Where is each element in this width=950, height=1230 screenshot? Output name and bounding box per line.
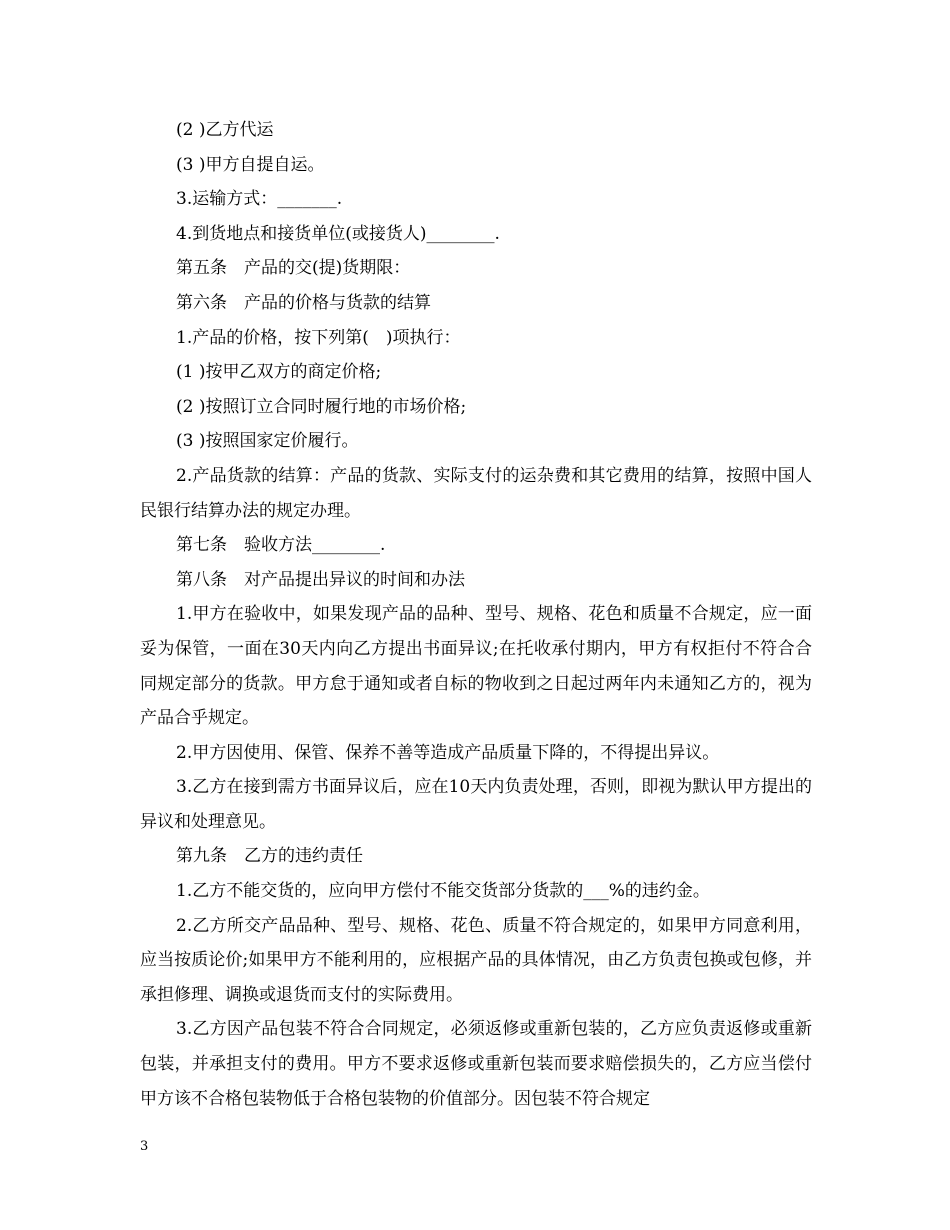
document-body (140, 113, 812, 1116)
paragraph: 2.甲方因使用、保管、保养不善等造成产品质量下降的，不得提出异议。 (176, 742, 720, 763)
paragraph: (2 )乙方代运 (176, 120, 274, 140)
paragraph: 3.乙方在接到需方书面异议后，应在10天内负责处理，否则，即视为默认甲方提出的异议和处理意见。 (140, 777, 812, 832)
article-heading: 第九条 乙方的违约责任 (176, 846, 363, 867)
paragraph: 2.乙方所交产品品种、型号、规格、花色、质量不符合规定的，如果甲方同意利用，应当按质论价;如果甲方不能利用的，应根据产品的具体情况，由乙方负责包换或包修，并承担修理、调换或退货而支付的实际费用。 (140, 915, 812, 1005)
paragraph: 3.运输方式：_______. (176, 189, 343, 210)
article-heading: 第六条 产品的价格与货款的结算 (176, 292, 431, 313)
paragraph: (1 )按甲乙双方的商定价格; (176, 362, 382, 383)
article-heading: 第八条 对产品提出异议的时间和办法 (176, 569, 465, 590)
paragraph: 4.到货地点和接货单位(或接货人)________. (176, 223, 500, 244)
paragraph: 3.乙方因产品包装不符合合同规定，必须返修或重新包装的，乙方应负责返修或重新包装，并承担支付的费用。甲方不要求返修或重新包装而要求赔偿损失的，乙方应当偿付甲方该不合格包装物低于合格包装物的价值部分。因包装不符合规定 (140, 1019, 812, 1109)
paragraph: 1.乙方不能交货的，应向甲方偿付不能交货部分货款的___%的违约金。 (176, 881, 710, 902)
paragraph: (3 )按照国家定价履行。 (176, 431, 359, 452)
article-heading: 第七条 验收方法________. (176, 535, 386, 556)
paragraph: 2.产品货款的结算：产品的货款、实际支付的运杂费和其它费用的结算，按照中国人民银行结算办法的规定办理。 (140, 465, 812, 521)
article-heading: 第五条 产品的交(提)货期限： (176, 258, 411, 279)
paragraph: (3 )甲方自提自运。 (176, 154, 325, 175)
paragraph: 1.产品的价格，按下列第( )项执行： (176, 327, 461, 348)
paragraph: 1.甲方在验收中，如果发现产品的品种、型号、规格、花色和质量不合规定，应一面妥为保管，一面在30天内向乙方提出书面异议;在托收承付期内，甲方有权拒付不符合合同规定部分的货款。甲方怠于通知或者自标的物收到之日起过两年内未通知乙方的，视为产品合乎规定。 (140, 604, 812, 729)
page-number: 3 (140, 1139, 149, 1154)
paragraph: (2 )按照订立合同时履行地的市场价格; (176, 396, 467, 417)
